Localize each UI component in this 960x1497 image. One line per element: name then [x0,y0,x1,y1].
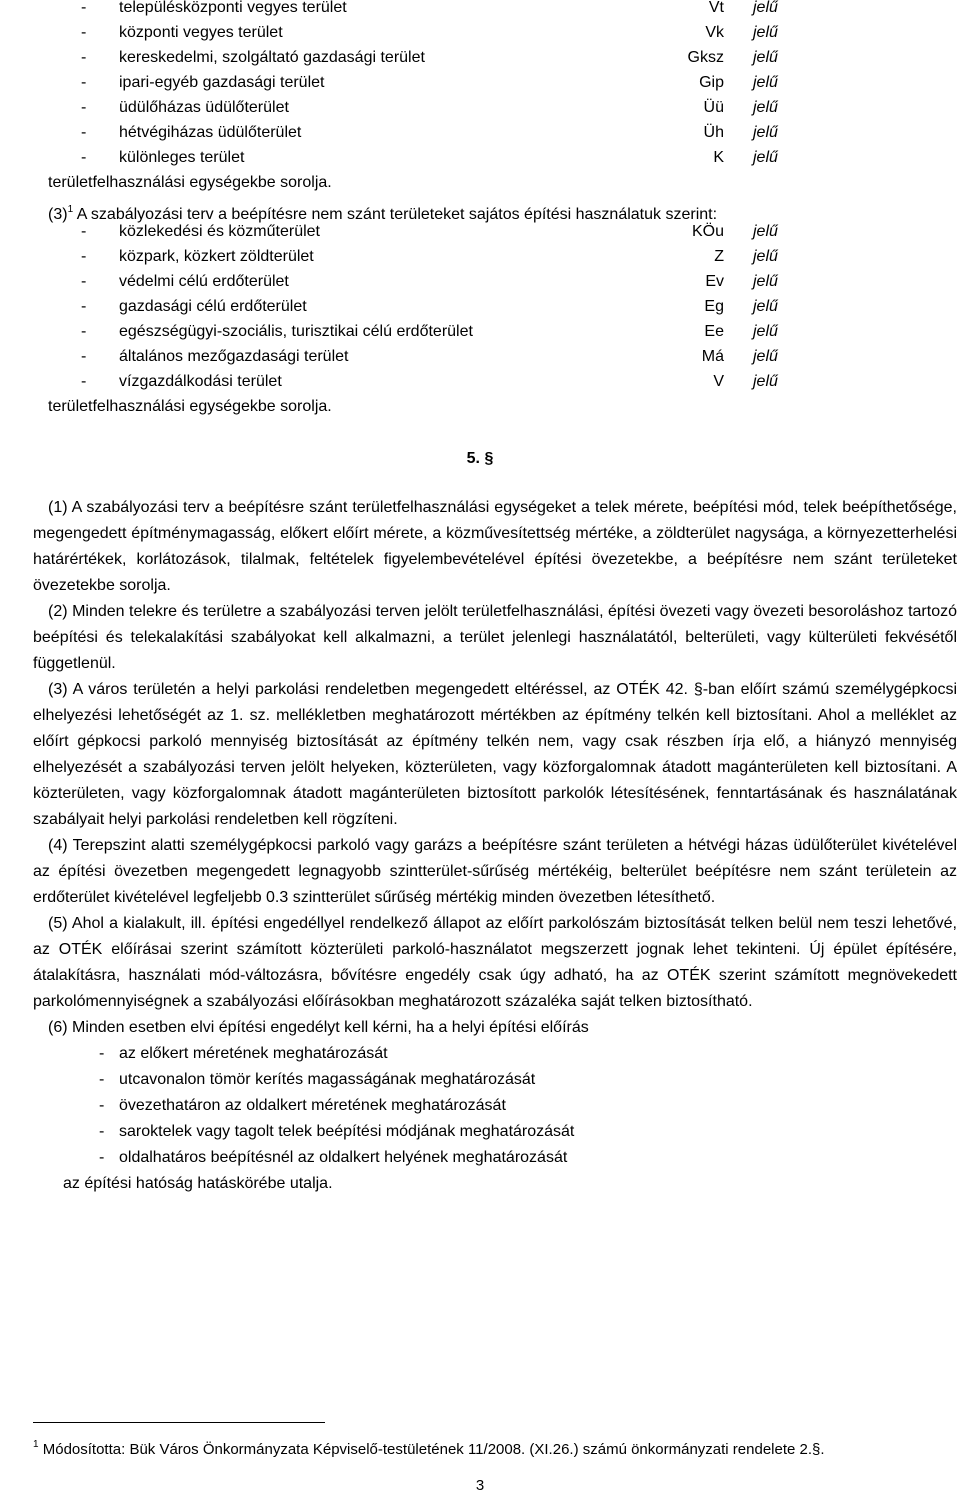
permit-cases-list [33,1041,957,1171]
land-use-code: Vt [708,0,724,16]
list-dash: - [81,223,87,240]
land-use-label: gazdasági célú erdőterület [119,298,307,315]
list-dash: - [81,124,87,141]
list-dash: - [81,348,87,365]
land-use-label: egészségügyi-szociális, turisztikai célú erdőterület [119,323,473,340]
land-use-code: Eg [704,298,724,315]
list-item: - saroktelek vagy tagolt telek beépítési módjának meghatározását [99,1123,575,1140]
land-use-label: központi vegyes terület [119,24,283,41]
land-use-code: Z [714,248,724,265]
list-dash: - [81,74,87,91]
list-dash: - [81,373,87,390]
paragraph-number: (3) [48,206,68,223]
list-row [0,344,960,369]
footnote [33,1435,825,1460]
footnote-marker: 1 [33,1439,39,1450]
land-use-label: kereskedelmi, szolgáltató gazdasági terület [119,49,425,66]
list-row [0,70,960,95]
list-dash: - [81,149,87,166]
land-use-label: településközponti vegyes terület [119,0,347,16]
list1-closing: területfelhasználási egységekbe sorolja. [48,174,332,191]
list-dash: - [81,99,87,116]
list2-closing: területfelhasználási egységekbe sorolja. [48,398,332,415]
land-use-code: Üh [703,124,724,141]
paragraph-text: A szabályozási terv a beépítésre nem szánt területeket sajátos építési használatuk szerint: [76,206,718,223]
land-use-label: vízgazdálkodási terület [119,373,282,390]
land-use-code: KÖu [691,223,724,240]
land-use-label: általános mezőgazdasági terület [119,348,349,365]
closing-sentence: az építési hatóság hatáskörébe utalja. [63,1175,333,1192]
list-item: - övezethatáron az oldalkert méretének meghatározását [99,1097,506,1114]
footnote-separator [33,1422,325,1423]
footnote-reference[interactable]: 1 [67,204,74,215]
list-dash: - [81,0,87,16]
section-heading: 5. § [466,450,494,467]
code-suffix: jelű [753,74,778,91]
code-suffix: jelű [753,124,778,141]
paragraph-6: (6) Minden esetben elvi építési engedélyt kell kérni, ha a helyi építési előírás [48,1019,589,1036]
list-row [0,244,960,269]
list-item: - utcavonalon tömör kerítés magasságának meghatározását [99,1071,536,1088]
list-row [0,219,960,244]
land-use-label: ipari-egyéb gazdasági terület [119,74,325,91]
land-use-code: Gip [699,74,724,91]
list-dash: - [81,248,87,265]
code-suffix: jelű [753,348,778,365]
list-dash: - [81,298,87,315]
land-use-label: közpark, közkert zöldterület [119,248,314,265]
code-suffix: jelű [753,99,778,116]
land-use-code: Ev [705,273,724,290]
list-row [0,20,960,45]
list-dash: - [81,273,87,290]
land-use-list-unbuilt [0,219,960,394]
list-item: - az előkert méretének meghatározását [99,1045,388,1062]
list-row [0,95,960,120]
land-use-list-built [0,0,960,170]
paragraph-2: (2) Minden telekre és területre a szabályozási terven jelölt területfelhasználási, építési övezeti vagy övezeti besoroláshoz tartozó beépítési és telekalakítási szabályokat kell alkalmazni, a terület jelenlegi használatától, belterületi, vagy külterületi fekvésétől függetlenül. [33,603,957,672]
land-use-code: Üü [703,99,724,116]
land-use-code: Gksz [687,49,724,66]
paragraph-3: (3) A város területén a helyi parkolási rendeletben megengedett eltéréssel, az OTÉK 42. §-ban előírt számú személygépkocsi elhelyezési lehetőségét az 1. sz. mellékletben meghatározott mértékben az építmény telkén kell biztosítani. Ahol a melléklet az előírt gépkocsi parkoló mennyiség biztosítását az építmény telkén nem, vagy csak részben írja elő, a hiányzó mennyiség elhelyezését a szabályozási terven jelölt helyeken, közterületen, vagy közforgalomnak átadott magánterületen kell biztosítani. A közterületen, vagy közforgalomnak átadott magánterületen biztosított parkolók létesítésének, fenntartásának és használatának szabályait helyi parkolási rendeletben kell rögzíteni. [33,681,957,828]
land-use-label: különleges terület [119,149,245,166]
code-suffix: jelű [753,373,778,390]
land-use-label: üdülőházas üdülőterület [119,99,289,116]
list-row [0,0,960,20]
code-suffix: jelű [753,149,778,166]
code-suffix: jelű [753,49,778,66]
paragraph-1: (1) A szabályozási terv a beépítésre szánt területfelhasználási egységeket a telek mérete, beépítési mód, telek beépíthetősége, megengedett építménymagasság, előkert előírt mérete, a közművesítettség mértéke, a zöldterület nagysága, a környezetterhelési határértékek, korlátozások, tilalmak, feltételek figyelembevételével építési övezetekbe, a beépítésre nem szánt területeket övezetekbe sorolja. [33,499,957,594]
land-use-code: Ee [704,323,724,340]
code-suffix: jelű [753,248,778,265]
list-row [0,319,960,344]
code-suffix: jelű [753,24,778,41]
land-use-code: V [713,373,724,390]
list-row [0,294,960,319]
list-item: - oldalhatáros beépítésnél az oldalkert helyének meghatározását [99,1149,568,1166]
land-use-label: védelmi célú erdőterület [119,273,289,290]
list-row [0,145,960,170]
list-dash: - [81,24,87,41]
code-suffix: jelű [753,298,778,315]
land-use-code: K [713,149,724,166]
code-suffix: jelű [753,323,778,340]
list-row [0,45,960,70]
page-number: 3 [475,1477,485,1494]
list-row [0,369,960,394]
code-suffix: jelű [753,223,778,240]
footnote-text: Módosította: Bük Város Önkormányzata Képviselő-testületének 11/2008. (XI.26.) számú önkormányzati rendelete 2.§. [42,1441,825,1458]
paragraph-5: (5) Ahol a kialakult, ill. építési engedéllyel rendelkező állapot az előírt parkolószám biztosítását telken belül nem teszi lehetővé, az OTÉK előírásai szerint számított közterületi parkoló-használatot megszerzett jognak lehet tekinteni. Új épület építésére, átalakításra, használati mód-változásra, bővítésre engedély csak úgy adható, ha az OTÉK szerint számított megnövekedett parkolómennyiségnek a szabályozási előírásokban meghatározott százaléka saját telken biztosítható. [33,915,957,1010]
list-dash: - [81,323,87,340]
land-use-code: Má [701,348,724,365]
code-suffix: jelű [753,0,778,16]
land-use-code: Vk [705,24,724,41]
section-body [33,495,957,1197]
land-use-label: hétvégiházas üdülőterület [119,124,302,141]
land-use-label: közlekedési és közműterület [119,223,320,240]
list-row [0,120,960,145]
list-row [0,269,960,294]
list-dash: - [81,49,87,66]
code-suffix: jelű [753,273,778,290]
paragraph-4: (4) Terepszint alatti személygépkocsi parkoló vagy garázs a beépítésre szánt területen a hétvégi házas üdülőterület kivételével az építési övezetben megengedett legnagyobb szintterület-sűrűség mértékéig, belterület beépítésre nem szánt területein az erdőterület kivételével legfeljebb 0.3 szintterület sűrűség mértékig minden övezetben létesíthető. [33,837,957,906]
